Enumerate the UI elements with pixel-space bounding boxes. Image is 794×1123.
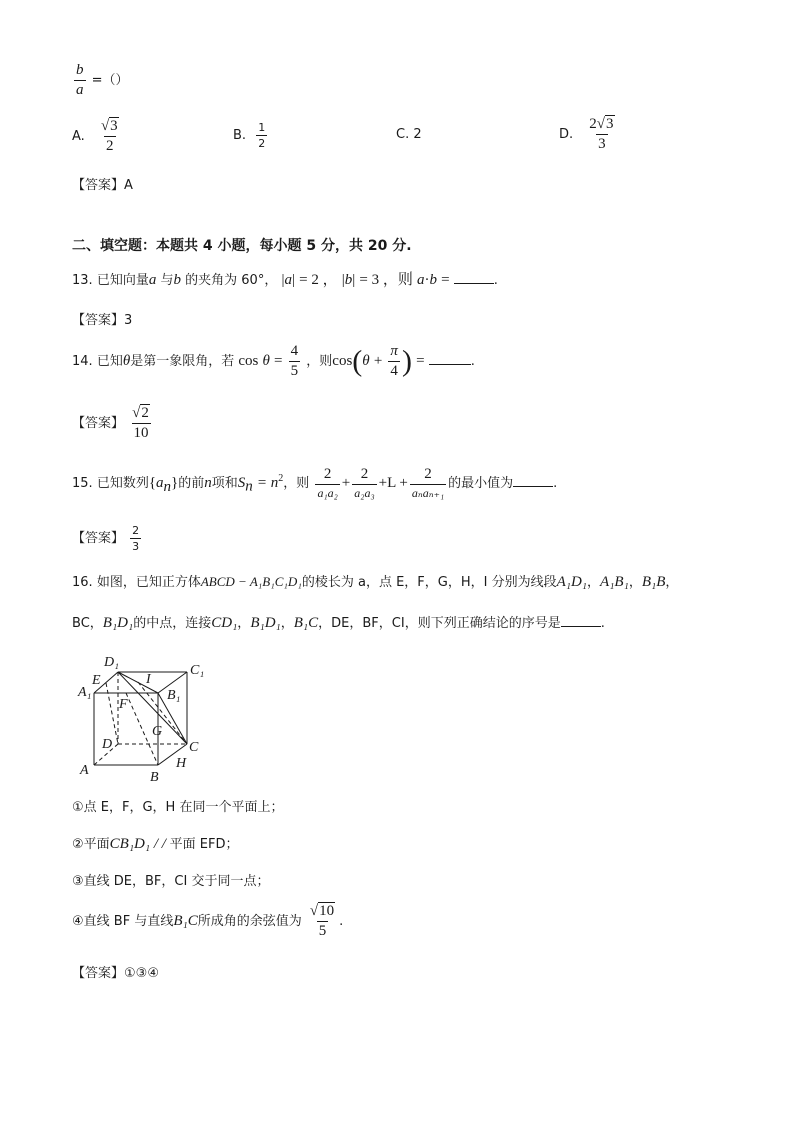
formula-tail: =（） bbox=[91, 73, 129, 88]
label-e: E bbox=[92, 673, 101, 688]
answer-blank bbox=[513, 486, 553, 487]
answer-13: 【答案】3 bbox=[72, 313, 133, 328]
statement-2: ②平面CB₁D₁ / / 平面 EFD； bbox=[72, 836, 239, 852]
answer-16: 【答案】①③④ bbox=[72, 966, 159, 981]
hidden-line-de bbox=[106, 683, 118, 744]
label-d: D bbox=[102, 737, 113, 752]
statement-1: ①点 E，F，G，H 在同一个平面上； bbox=[72, 800, 284, 815]
label-c: C bbox=[189, 740, 199, 755]
label-a1: A₁ bbox=[78, 685, 92, 700]
answer-blank bbox=[429, 364, 471, 365]
label-a: A bbox=[80, 763, 89, 778]
label-h: H bbox=[176, 756, 187, 771]
cube-figure bbox=[72, 650, 222, 785]
question-13: 13. 已知向量a 与b 的夹角为 60°， |a| = 2 ， |b| = 3 ，则 a·b = . bbox=[72, 272, 498, 288]
label-c1: C₁ bbox=[190, 663, 205, 678]
answer-12: 【答案】A bbox=[72, 178, 133, 193]
answer-blank bbox=[561, 626, 601, 627]
statement-4: ④直线 BF 与直线B₁C所成角的余弦值为 $\frac{√10}{5}$ . bbox=[72, 903, 344, 939]
label-f: F bbox=[119, 697, 128, 712]
option-d: D. $\frac{2√3}{3}$ bbox=[559, 116, 614, 152]
label-d1: D₁ bbox=[104, 655, 119, 670]
label-b1: B₁ bbox=[167, 688, 181, 703]
statement-3: ③直线 DE，BF，CI 交于同一点； bbox=[72, 874, 270, 889]
question-16-line2: BC，B₁D₁的中点，连接CD₁，B₁D₁，B₁C，DE，BF，CI，则下列正确结论的序号是 . bbox=[72, 615, 605, 631]
answer-14: 【答案】 $\frac{√2}{10}$ bbox=[72, 405, 149, 441]
option-a: A. $\frac{√3}{2}$ bbox=[72, 118, 118, 154]
question-15: 15. 已知数列$\{a_n\}$的前n项和$S_n = n^2$，则 $\frac{2}{\text{a₁a₂}}$ + $\frac{2}{\text{a₂a₃}}$ +L + $\frac{2}{\text{aₙaₙ₊₁}}$ 的最小值为 . bbox=[72, 466, 558, 500]
question-16-line1: 16. 如图，已知正方体ABCD − A₁B₁C₁D₁的棱长为 a，点 E，F，G，H，I 分别为线段A₁D₁，A₁B₁，B₁B， bbox=[72, 574, 679, 590]
label-b: B bbox=[150, 770, 159, 785]
question-14: 14. 已知θ是第一象限角，若 cos θ = $\frac{4}{5}$ ，则cos(θ + $\frac{\pi}{4}$ ) = . bbox=[72, 343, 475, 379]
fraction-b-over-a: $\frac{b}{a}$ bbox=[76, 62, 84, 98]
answer-15: 【答案】 $\frac{2}{3}$ bbox=[72, 524, 140, 553]
label-i: I bbox=[146, 672, 151, 687]
label-g: G bbox=[152, 724, 163, 739]
section-heading: 二、填空题：本题共 4 小题，每小题 5 分，共 20 分. bbox=[72, 238, 412, 254]
answer-blank bbox=[454, 283, 494, 284]
option-b: B. $\frac{1}{2}$ bbox=[233, 121, 266, 150]
option-c: C. 2 bbox=[396, 127, 422, 142]
top-formula bbox=[72, 62, 129, 99]
